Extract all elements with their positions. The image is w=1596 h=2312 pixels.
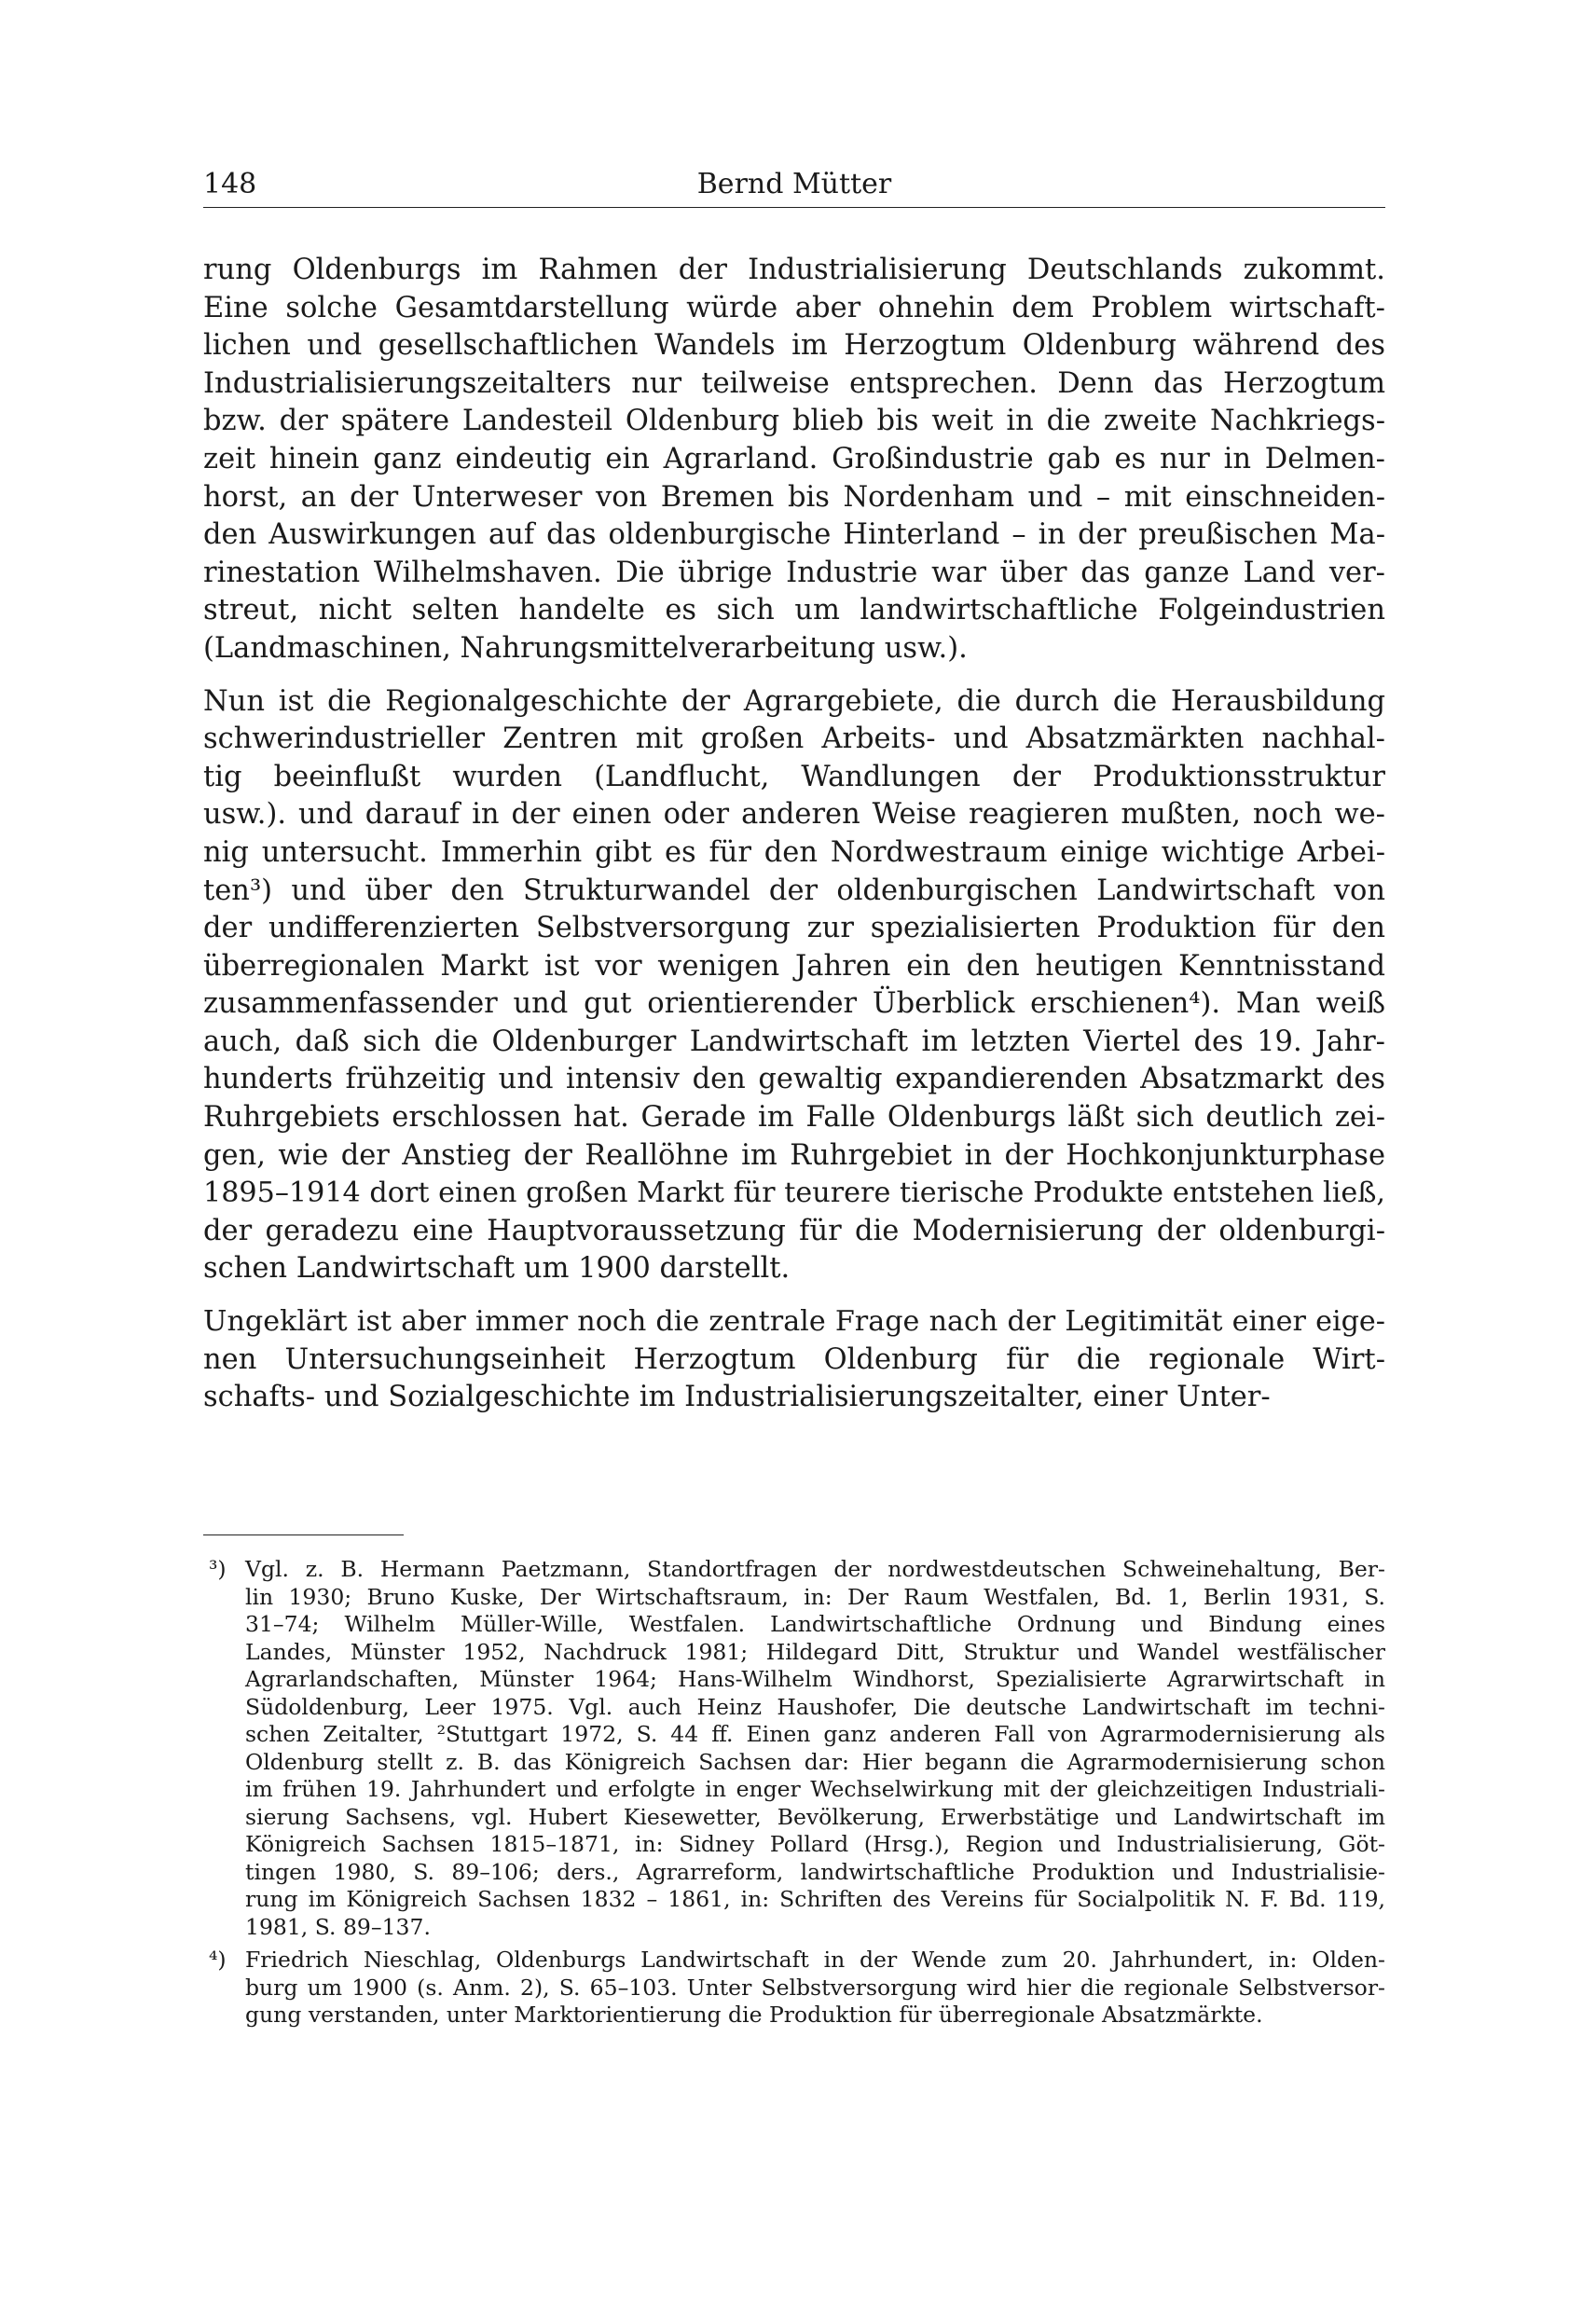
text-line: überregionalen Markt ist vor wenigen Jahren ein den heutigen Kenntnisstand xyxy=(203,949,1385,983)
footnote-line: tingen 1980, S. 89–106; ders., Agrarreform, landwirtschaftliche Produktion und Industrialisie- xyxy=(245,1858,1385,1885)
text-line: lichen und gesellschaftlichen Wandels im Herzogtum Oldenburg während des xyxy=(203,329,1385,363)
footnote xyxy=(203,1947,1385,2030)
text-line: der geradezu eine Hauptvoraussetzung für die Modernisierung der oldenburgi- xyxy=(203,1214,1385,1247)
text-line: Nun ist die Regionalgeschichte der Agrargebiete, die durch die Herausbildung xyxy=(203,684,1385,718)
text-line: den Auswirkungen auf das oldenburgische Hinterland – in der preußischen Ma- xyxy=(203,518,1385,552)
text-line: Ruhrgebiets erschlossen hat. Gerade im Falle Oldenburgs läßt sich deutlich zei- xyxy=(203,1101,1385,1135)
text-line: schen Landwirtschaft um 1900 darstellt. xyxy=(203,1252,791,1286)
text-line: 1895–1914 dort einen großen Markt für teurere tierische Produkte entstehen ließ, xyxy=(203,1177,1385,1210)
text-line: streut, nicht selten handelte es sich um landwirtschaftliche Folgeindustrien xyxy=(203,594,1385,627)
footnote-line: Königreich Sachsen 1815–1871, in: Sidney Pollard (Hrsg.), Region und Industrialisierung, Göt- xyxy=(245,1831,1385,1857)
footnote-line: sierung Sachsens, vgl. Hubert Kiesewetter, Bevölkerung, Erwerbstätige und Landwirtschaft im xyxy=(245,1803,1385,1830)
text-line: gen, wie der Anstieg der Reallöhne im Ruhrgebiet in der Hochkonjunkturphase xyxy=(203,1138,1385,1172)
footnote-line: rung im Königreich Sachsen 1832 – 1861, in: Schriften des Vereins für Socialpolitik N. F. Bd. 119, xyxy=(245,1886,1385,1912)
text-line: schafts- und Sozialgeschichte im Industrialisierungszeitalter, einer Unter- xyxy=(203,1381,1271,1414)
text-line: bzw. der spätere Landesteil Oldenburg blieb bis weit in die zweite Nachkriegs- xyxy=(203,405,1385,438)
footnote-rule xyxy=(203,1534,404,1535)
footnotes xyxy=(203,1534,1385,2035)
paragraph xyxy=(203,252,1385,668)
text-line: nen Untersuchungseinheit Herzogtum Oldenburg für die regionale Wirt- xyxy=(203,1342,1385,1376)
footnote-list xyxy=(203,1556,1385,2030)
footnote-line: Vgl. z. B. Hermann Paetzmann, Standortfragen der nordwestdeutschen Schweinehaltung, Ber- xyxy=(245,1556,1385,1582)
text-line: rung Oldenburgs im Rahmen der Industrialisierung Deutschlands zukommt. xyxy=(203,254,1385,286)
footnote-line: burg um 1900 (s. Anm. 2), S. 65–103. Unter Selbstversorgung wird hier die regionale Selbstversor- xyxy=(245,1974,1385,2001)
footnote-line: Agrarlandschaften, Münster 1964; Hans-Wilhelm Windhorst, Spezialisierte Agrarwirtschaft in xyxy=(245,1666,1385,1692)
text-line: rinestation Wilhelmshaven. Die übrige Industrie war über das ganze Land ver- xyxy=(203,556,1385,589)
paragraph xyxy=(203,683,1385,1289)
text-line: ten³) und über den Strukturwandel der oldenburgischen Landwirtschaft von xyxy=(203,874,1385,907)
footnote-mark: ⁴) xyxy=(209,1947,227,1973)
footnote xyxy=(203,1556,1385,1941)
text-line: zeit hinein ganz eindeutig ein Agrarland. Großindustrie gab es nur in Delmen- xyxy=(203,442,1385,475)
text-line: usw.). und darauf in der einen oder anderen Weise reagieren mußten, noch we- xyxy=(203,798,1385,832)
footnote-line: im frühen 19. Jahrhundert und erfolgte in enger Wechselwirkung mit der gleichzeitigen Industriali- xyxy=(245,1776,1385,1802)
footnote-line: Landes, Münster 1952, Nachdruck 1981; Hildegard Ditt, Struktur und Wandel westfälischer xyxy=(245,1638,1385,1665)
paragraph xyxy=(203,1303,1385,1417)
text-line: tig beeinflußt wurden (Landflucht, Wandlungen der Produktionsstruktur xyxy=(203,760,1385,793)
text-line: (Landmaschinen, Nahrungsmittelverarbeitung usw.). xyxy=(203,631,968,665)
text-line: Eine solche Gesamtdarstellung würde aber ohnehin dem Problem wirtschaft- xyxy=(203,291,1385,324)
footnote-line: Oldenburg stellt z. B. das Königreich Sachsen dar: Hier begann die Agrarmodernisierung schon xyxy=(245,1748,1385,1775)
footnote-line: gung verstanden, unter Marktorientierung die Produktion für überregionale Absatzmärkte. xyxy=(245,2002,1263,2028)
footnote-line: Südoldenburg, Leer 1975. Vgl. auch Heinz Haushofer, Die deutsche Landwirtschaft im techni- xyxy=(245,1693,1385,1720)
text-line: hunderts frühzeitig und intensiv den gewaltig expandierenden Absatzmarkt des xyxy=(203,1063,1385,1096)
text-line: Ungeklärt ist aber immer noch die zentrale Frage nach der Legitimität einer eige- xyxy=(203,1305,1385,1339)
footnote-line: lin 1930; Bruno Kuske, Der Wirtschaftsraum, in: Der Raum Westfalen, Bd. 1, Berlin 1931, S. xyxy=(245,1583,1385,1610)
text-line: nig untersucht. Immerhin gibt es für den Nordwestraum einige wichtige Arbei- xyxy=(203,835,1385,869)
running-head: Bernd Mütter xyxy=(696,168,892,200)
text-line: auch, daß sich die Oldenburger Landwirtschaft im letzten Viertel des 19. Jahr- xyxy=(203,1025,1385,1058)
footnote-line: Friedrich Nieschlag, Oldenburgs Landwirtschaft in der Wende zum 20. Jahrhundert, in: Olden- xyxy=(245,1947,1385,1973)
text-line: der undifferenzierten Selbstversorgung zur spezialisierten Produktion für den xyxy=(203,912,1385,945)
footnote-line: schen Zeitalter, ²Stuttgart 1972, S. 44 ff. Einen ganz anderen Fall von Agrarmodernisierung als xyxy=(245,1721,1385,1747)
body-text xyxy=(203,252,1385,1432)
footnote-mark: ³) xyxy=(209,1556,227,1582)
footnote-line: 1981, S. 89–137. xyxy=(245,1913,431,1940)
footnote-line: 31–74; Wilhelm Müller-Wille, Westfalen. Landwirtschaftliche Ordnung und Bindung eines xyxy=(245,1611,1385,1637)
text-line: horst, an der Unterweser von Bremen bis Nordenham und – mit einschneiden- xyxy=(203,480,1385,514)
page-header xyxy=(203,166,1385,208)
text-line: Industrialisierungszeitalters nur teilweise entsprechen. Denn das Herzogtum xyxy=(203,366,1385,400)
text-line: schwerindustrieller Zentren mit großen Arbeits- und Absatzmärkten nachhal- xyxy=(203,722,1385,756)
text-line: zusammenfassender und gut orientierender Überblick erschienen⁴). Man weiß xyxy=(203,987,1385,1021)
page-number: 148 xyxy=(203,168,257,200)
